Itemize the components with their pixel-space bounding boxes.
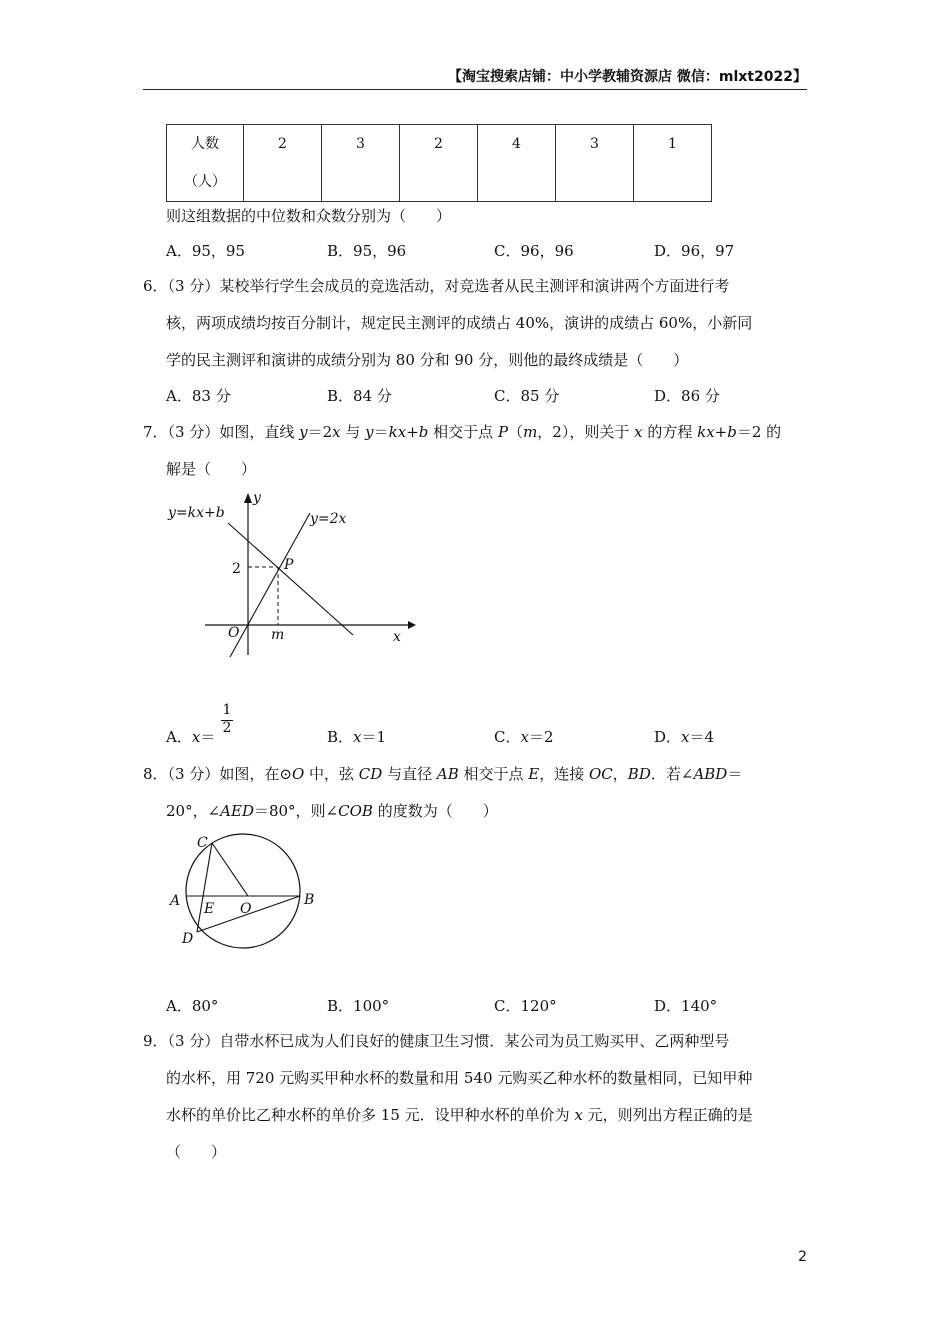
- label-axis-x: x: [393, 629, 401, 645]
- table-cell: 4: [478, 125, 556, 202]
- label-b: B: [304, 892, 315, 908]
- label-o: O: [240, 901, 252, 917]
- x-axis-arrow: [408, 621, 416, 629]
- page-number: 2: [798, 1249, 807, 1265]
- label-tick-2: 2: [232, 561, 241, 577]
- q5-option-c: C．96，96: [494, 242, 574, 260]
- table-cell: 2: [400, 125, 478, 202]
- q7-line2: 解是（ ）: [166, 460, 257, 478]
- q7-option-d: D．x＝4: [654, 728, 715, 746]
- q7-option-a-numerator: 1: [222, 702, 232, 718]
- q7-option-b: B．x＝1: [327, 728, 387, 746]
- label-origin: O: [228, 625, 240, 641]
- label-d: D: [182, 931, 194, 947]
- q9-line3: 水杯的单价比乙种水杯的单价多 15 元．设甲种水杯的单价为 x 元，则列出方程正确的是: [166, 1106, 753, 1124]
- label-axis-y: y: [253, 490, 261, 506]
- q6-option-d: D．86 分: [654, 387, 720, 405]
- label-tick-m: m: [271, 627, 285, 643]
- q8-figure: [160, 828, 330, 953]
- label-c: C: [197, 835, 208, 851]
- q5-option-b: B．95，96: [327, 242, 407, 260]
- table-cell: 3: [556, 125, 634, 202]
- y-axis-arrow: [244, 493, 252, 503]
- q6-line1: 6．（3 分）某校举行学生会成员的竞选活动，对竞选者从民主测评和演讲两个方面进行考: [143, 277, 730, 295]
- label-point-p: P: [284, 557, 294, 573]
- circle-o: [186, 834, 300, 948]
- table-header-cell: [167, 125, 244, 202]
- q5-stem: 则这组数据的中位数和众数分别为（ ）: [166, 207, 452, 225]
- table-header-line1: 人数: [191, 136, 219, 152]
- q7-figure: [160, 485, 420, 670]
- q5-option-a: A．95，95: [166, 242, 246, 260]
- header-rule: [143, 89, 807, 90]
- table-header-line2: （人）: [184, 174, 226, 190]
- q8-option-d: D．140°: [654, 997, 718, 1015]
- table-cell: 3: [322, 125, 400, 202]
- label-2x: y=2x: [310, 511, 347, 527]
- chord-cd: [197, 843, 215, 932]
- page-header: 【淘宝搜索店铺：中小学教辅资源店 微信：mlxt2022】: [448, 69, 807, 85]
- q9-line4: （ ）: [166, 1143, 227, 1161]
- label-kx-b: y=kx+b: [168, 505, 225, 521]
- q8-option-a: A．80°: [166, 997, 219, 1015]
- q6-line2: 核，两项成绩均按百分制计，规定民主测评的成绩占 40%，演讲的成绩占 60%，小新同: [166, 314, 753, 332]
- table-cell: 2: [244, 125, 322, 202]
- q7-option-a: A．x＝: [166, 728, 216, 746]
- q6-line3: 学的民主测评和演讲的成绩分别为 80 分和 90 分，则他的最终成绩是（ ）: [166, 351, 689, 369]
- q6-option-b: B．84 分: [327, 387, 392, 405]
- label-e: E: [204, 901, 215, 917]
- q5-option-d: D．96，97: [654, 242, 735, 260]
- line-y-kx-b: [228, 523, 353, 635]
- table-row: [167, 125, 712, 202]
- q9-line1: 9．（3 分）自带水杯已成为人们良好的健康卫生习惯．某公司为员工购买甲、乙两种型号: [143, 1032, 730, 1050]
- q7-option-c: C．x＝2: [494, 728, 554, 746]
- data-table: [166, 124, 712, 202]
- q8-line2: 20°，∠AED＝80°，则∠COB 的度数为（ ）: [166, 802, 498, 820]
- q7-option-a-denominator: 2: [222, 720, 232, 736]
- q7-line1: 7．（3 分）如图，直线 y＝2x 与 y＝kx+b 相交于点 P（m，2），则关于 x 的方程 kx+b＝2 的: [143, 423, 782, 441]
- q8-line1: 8．（3 分）如图，在⊙O 中，弦 CD 与直径 AB 相交于点 E，连接 OC，BD．若∠ABD＝: [143, 765, 743, 783]
- segment-oc: [212, 843, 248, 896]
- q9-line2: 的水杯，用 720 元购买甲种水杯的数量和用 540 元购买乙种水杯的数量相同，已知甲种: [166, 1069, 753, 1087]
- q8-option-b: B．100°: [327, 997, 390, 1015]
- q6-option-a: A．83 分: [166, 387, 231, 405]
- q8-option-c: C．120°: [494, 997, 557, 1015]
- q6-option-c: C．85 分: [494, 387, 560, 405]
- label-a: A: [170, 893, 181, 909]
- table-cell: 1: [634, 125, 712, 202]
